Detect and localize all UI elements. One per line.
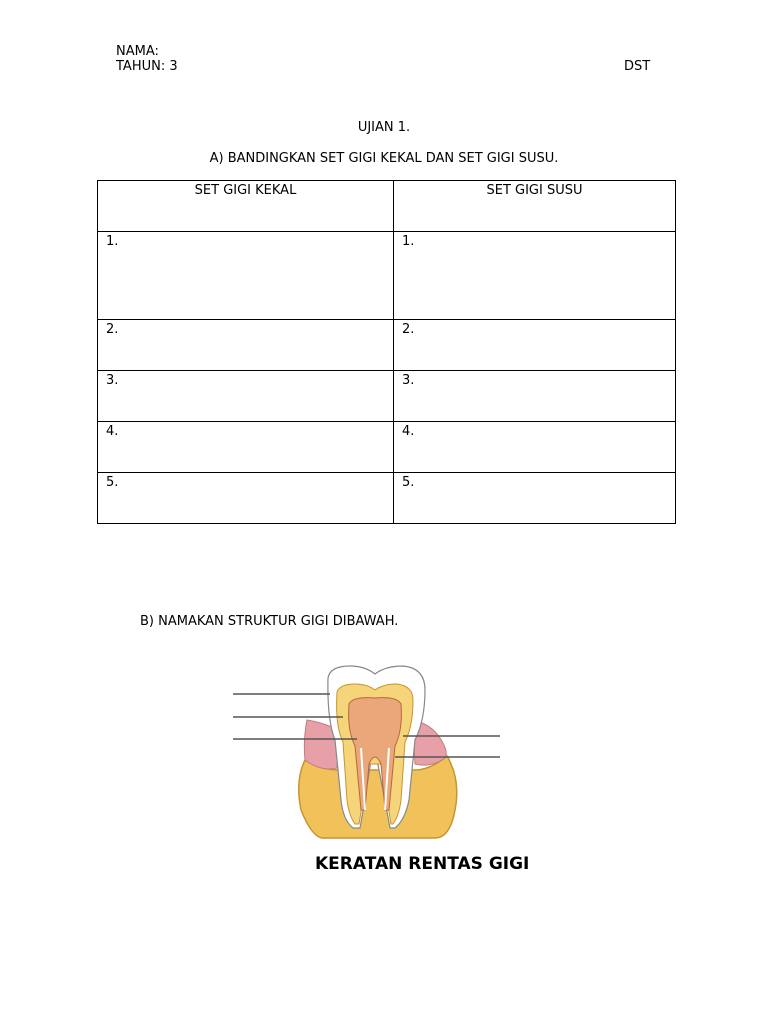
class-label: DST bbox=[624, 59, 651, 74]
cell-kekal[interactable]: 3. bbox=[98, 371, 394, 422]
page-title: UJIAN 1. bbox=[357, 120, 411, 135]
cell-susu[interactable]: 1. bbox=[394, 232, 676, 320]
table-row bbox=[98, 320, 676, 371]
table-row bbox=[98, 371, 676, 422]
cell-susu[interactable]: 4. bbox=[394, 422, 676, 473]
table-row bbox=[98, 473, 676, 524]
cell-kekal[interactable]: 1. bbox=[98, 232, 394, 320]
comparison-table bbox=[97, 180, 676, 524]
tooth-cross-section-diagram bbox=[225, 660, 525, 850]
cell-susu[interactable]: 2. bbox=[394, 320, 676, 371]
column-header-susu: SET GIGI SUSU bbox=[394, 181, 676, 232]
table-row bbox=[98, 422, 676, 473]
table-header-row bbox=[98, 181, 676, 232]
cell-susu[interactable]: 3. bbox=[394, 371, 676, 422]
tahun-label: TAHUN: 3 bbox=[116, 59, 178, 74]
cell-kekal[interactable]: 4. bbox=[98, 422, 394, 473]
cell-susu[interactable]: 5. bbox=[394, 473, 676, 524]
diagram-caption: KERATAN RENTAS GIGI bbox=[315, 854, 530, 874]
column-header-kekal: SET GIGI KEKAL bbox=[98, 181, 394, 232]
cell-kekal[interactable]: 2. bbox=[98, 320, 394, 371]
table-row bbox=[98, 232, 676, 320]
cell-kekal[interactable]: 5. bbox=[98, 473, 394, 524]
question-a: A) BANDINGKAN SET GIGI KEKAL DAN SET GIGI SUSU. bbox=[209, 151, 559, 166]
nama-label: NAMA: bbox=[116, 44, 159, 59]
question-b: B) NAMAKAN STRUKTUR GIGI DIBAWAH. bbox=[140, 614, 399, 629]
